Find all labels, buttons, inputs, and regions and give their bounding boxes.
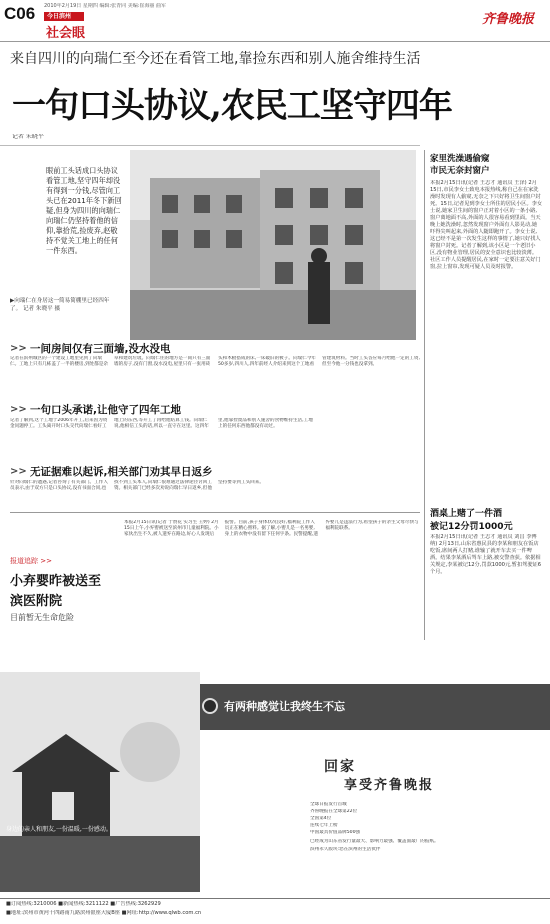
ad-info-5: 中国最具价值品牌500强 [310, 830, 361, 835]
sub3-marker: >> [10, 466, 27, 477]
sub2-body: 记者了解到,这个工地于2006年开工,后来因为资金问题停工。工头离开时口头交代向瑞仁看好工地上的东西,等开工了再给他结算工钱。向瑞仁说,他相信工头的话,所以一直守在这里。这四年里,他靠捡废品和别人施舍的食物维持生活,工地上的任何东西他都没有动过。 [10, 418, 313, 430]
sub3-body: 针对向瑞仁的遭遇,记者咨询了有关部门。工作人员表示,由于双方只是口头协议,没有书面合同,也找不到工头本人,向瑞仁很难通过法律途径讨回工资。相关部门已经多次劝说向瑞仁早日返乡,但他坚持要等到工头回来。 [10, 480, 264, 492]
building-photo-illustration [130, 150, 416, 340]
section-top: 今日滨州 [47, 13, 72, 20]
sub2-marker: >> [10, 404, 27, 415]
lead-paragraph: 眼前工头话成口头协议看管工地,坚守四年却没有得到一分钱,尽管向工头已在2011年冬下新回疑,但身为四川的向瑞仁向瑞仁仍坚持着他的信仰,靠拾荒,捡废弃,赵敬持不觉关工地上的任何一件东西。 [46, 166, 122, 255]
sidebar-title-2: 市民无奈封窗户 [430, 166, 490, 176]
sidebar-body-2: 本报2月15日讯(记者 王志才 通讯员 刘昌 李博纳) 2月13日,山东省惠民县的李某和朋友在饭店吃饭,席间两人打赌,谁输了就开车去买一件啤酒。结果李某酒后驾车上路,被交警查获。依据相关规定,李某被记12分,罚款1000元,暂扣驾驶证6个月。 [430, 534, 542, 575]
sub3-title: 无证据难以起诉,相关部门劝其早日返乡 [30, 466, 213, 478]
sub1-marker: >> [10, 343, 27, 354]
headline-rule [0, 145, 420, 146]
ad-slogan: 有两种感觉让我终生不忘 [224, 700, 345, 713]
footer-rule [0, 898, 550, 899]
headline-byline: 记者 朱晓平 [12, 134, 44, 140]
masthead-rule [0, 41, 550, 42]
section-main: 社会眼 [46, 26, 86, 41]
col3-body: 本报2月15日讯(记者 于赞花 实习生 王婷) 2月15日上午,小弃婴被送至滨州市儿童福利院。小家伙出生不久,被人遗弃在路边,好心人发现后报警。目前,孩子身体状况良好,福利院工作人员正在精心照料。据了解,小婴儿是一名男婴,身上的衣物中没有留下任何字条。民警提醒,遗弃婴儿是违法行为,希望孩子的亲生父母尽快与福利院联系。 [124, 520, 419, 538]
footer-line-1: ■订阅热线:3210006 ■新闻热线:3211122 ■广告热线:3262929 [6, 901, 161, 907]
sub1-title: 一间房间仅有三面墙,没水没电 [30, 343, 171, 355]
ad-return-sub: 享受齐鲁晚报 [344, 778, 435, 793]
promo-subtitle: 目前暂无生命危险 [10, 613, 74, 622]
sidebar-title-1: 家里洗澡遇偷窥 [430, 154, 490, 164]
headline-main: 一句口头协议,农民工坚守四年 [12, 86, 452, 126]
ad-return-title: 回家 [324, 759, 356, 775]
ad-info-6: 已经成为山东省发行量最大、影响力最强、覆盖面最广的报纸。 [310, 839, 439, 844]
dateline: 2010年2月19日 星期四 编辑:张青同 美编:崔海丽 曲军 [44, 3, 166, 9]
photo-caption: ▶向瑞仁在身居这一简易简棚里已经四年了。 记者 朱晓平 摄 [10, 298, 110, 312]
promo-kicker: 报道追踪 >> [10, 557, 52, 565]
ad-info-2: 齐鲁晚报在全球第22位 [310, 809, 358, 814]
page-code: C06 [4, 4, 36, 23]
house-illustration [0, 672, 200, 892]
mid-rule [10, 512, 420, 513]
ad-info-7: 滨州永久版块:您在滨州的生活伙伴 [310, 847, 381, 852]
main-photo [130, 150, 416, 340]
ad-info-4: 连续七年上榜 [310, 823, 338, 828]
sidebar-title-4: 被记12分罚1000元 [430, 522, 513, 532]
footer-line-2: ■地址:滨州市黄河十四路南九路滨州银座大厦B座 ■网址:http://www.qlwb.com.cn [6, 910, 202, 916]
ad-banner [0, 652, 550, 892]
sidebar-title-3: 酒桌上赌了一件酒 [430, 509, 503, 519]
ad-info-1: 全球日报发行首城 [310, 802, 347, 807]
page-code-tab [0, 0, 40, 26]
promo-title-2: 滨医附院 [10, 594, 63, 609]
promo-title-1: 小弃婴昨被送至 [10, 574, 102, 589]
ad-house-bg [0, 672, 200, 892]
headline-kicker: 来自四川的向瑞仁至今还在看管工地,靠捡东西和别人施舍维持生活 [10, 51, 421, 67]
sidebar-divider [424, 150, 425, 640]
ad-slogan-icon [202, 698, 218, 714]
brand-logo: 齐鲁晚报 [482, 12, 535, 27]
sub2-title: 一句口头承诺,让他守了四年工地 [30, 404, 181, 416]
sub1-body: 记者在滨州城区的一个建设工地里见到了向瑞仁。工地上只有几栋盖了一半的楼房,到处都是杂草和建筑垃圾。向瑞仁住的地方是一间只有三面墙的房子,没有门窗,没水没电,屋里只有一张用砖头和木板搭成的床,一床破旧的被子。向瑞仁今年50多岁,四川人,四年前经人介绍来到这个工地看管建筑材料。当时工头答应每月给他一定的工资,但至今他一分钱也没拿到。 [10, 356, 420, 368]
ad-info-3: 全国第4位 [310, 816, 332, 821]
sidebar-body: 本报2月15日讯(记者 王志才 通讯员 王泽) 2月15日,市民李女士致电本报热线,称自己在在家洗澡时发现有人偷窥,无奈之下只好将卫生间窗户封死。15日,记者见到李女士所住的居民小区。李女士说,她家卫生间的窗户正对着小区的一条小路,窗户离地面不高,外面的人很容易看到里面。当天晚上她洗澡时,忽然发现窗户外面有人影晃动,她吓得尖叫起来,外面的人随即跑开了。李女士说,这已经不是第一次发生这样的事情了,她只好找人将窗户封死。记者了解到,该小区是一个老旧小区,没有物业管理,居民的安全意识也比较淡薄。社区工作人员提醒居民,在家时一定要注意关好门窗,拉上窗帘,发现可疑人员及时报警。 [430, 180, 542, 270]
ad-photo-caption: 身边的亲人和朋友,一份温暖,一份感动。 [6, 826, 112, 833]
